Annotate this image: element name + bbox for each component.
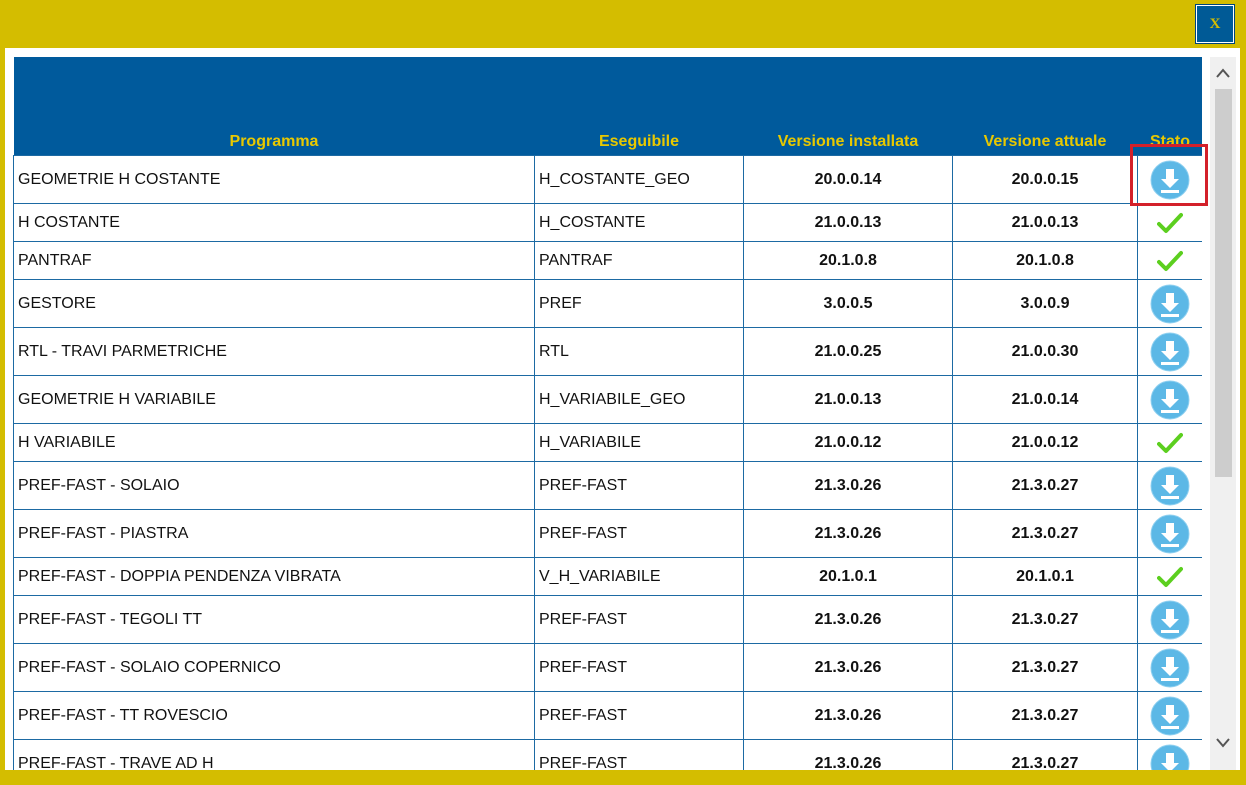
eseguibile-cell: RTL — [535, 328, 744, 376]
header-versione-attuale[interactable]: Versione attuale — [953, 57, 1138, 156]
header-versione-installata[interactable]: Versione installata — [744, 57, 953, 156]
eseguibile-cell: H_COSTANTE — [535, 204, 744, 242]
programma-cell: GESTORE — [14, 280, 535, 328]
table-row[interactable] — [14, 204, 1203, 242]
programma-cell: H COSTANTE — [14, 204, 535, 242]
table-body — [14, 156, 1203, 771]
eseguibile-cell: V_H_VARIABILE — [535, 558, 744, 596]
versione-installata-cell: 20.0.0.14 — [744, 156, 953, 204]
stato-cell — [1138, 510, 1203, 558]
versione-attuale-cell: 21.0.0.30 — [953, 328, 1138, 376]
table-row[interactable] — [14, 462, 1203, 510]
table-row[interactable] — [14, 510, 1203, 558]
vertical-scrollbar[interactable] — [1210, 57, 1236, 770]
scroll-thumb[interactable] — [1215, 89, 1232, 477]
programma-cell: PREF-FAST - PIASTRA — [14, 510, 535, 558]
table-row[interactable] — [14, 424, 1203, 462]
versione-installata-cell: 21.0.0.25 — [744, 328, 953, 376]
versione-attuale-cell: 21.3.0.27 — [953, 596, 1138, 644]
versione-installata-cell: 3.0.0.5 — [744, 280, 953, 328]
stato-cell — [1138, 156, 1203, 204]
versione-installata-cell: 21.0.0.12 — [744, 424, 953, 462]
programma-cell: PREF-FAST - TRAVE AD H — [14, 740, 535, 771]
versione-attuale-cell: 3.0.0.9 — [953, 280, 1138, 328]
table-header-row — [14, 57, 1203, 156]
versione-attuale-cell: 20.1.0.8 — [953, 242, 1138, 280]
versione-installata-cell: 20.1.0.1 — [744, 558, 953, 596]
programma-cell: PREF-FAST - SOLAIO — [14, 462, 535, 510]
eseguibile-cell: PREF-FAST — [535, 510, 744, 558]
table-row[interactable] — [14, 596, 1203, 644]
window-title-bar — [0, 0, 1246, 48]
programma-cell: PREF-FAST - TEGOLI TT — [14, 596, 535, 644]
download-icon[interactable] — [1150, 380, 1190, 420]
versione-attuale-cell: 21.0.0.13 — [953, 204, 1138, 242]
stato-cell — [1138, 242, 1203, 280]
stato-cell — [1138, 204, 1203, 242]
versione-installata-cell: 21.0.0.13 — [744, 204, 953, 242]
eseguibile-cell: PREF-FAST — [535, 692, 744, 740]
download-icon[interactable] — [1150, 284, 1190, 324]
programma-cell: RTL - TRAVI PARMETRICHE — [14, 328, 535, 376]
table-container — [13, 57, 1202, 770]
header-programma[interactable]: Programma — [14, 57, 535, 156]
check-icon — [1157, 250, 1183, 272]
stato-cell — [1138, 596, 1203, 644]
programma-cell: PANTRAF — [14, 242, 535, 280]
stato-cell — [1138, 328, 1203, 376]
check-icon — [1157, 212, 1183, 234]
programma-cell: GEOMETRIE H COSTANTE — [14, 156, 535, 204]
programma-cell: PREF-FAST - SOLAIO COPERNICO — [14, 644, 535, 692]
eseguibile-cell: PREF — [535, 280, 744, 328]
versione-attuale-cell: 20.0.0.15 — [953, 156, 1138, 204]
versione-attuale-cell: 21.0.0.14 — [953, 376, 1138, 424]
programma-cell: PREF-FAST - TT ROVESCIO — [14, 692, 535, 740]
versione-installata-cell: 21.3.0.26 — [744, 692, 953, 740]
eseguibile-cell: PREF-FAST — [535, 462, 744, 510]
download-icon[interactable] — [1150, 466, 1190, 506]
versione-installata-cell: 21.3.0.26 — [744, 596, 953, 644]
programma-cell: PREF-FAST - DOPPIA PENDENZA VIBRATA — [14, 558, 535, 596]
scroll-up-arrow-icon[interactable] — [1210, 57, 1236, 89]
table-row[interactable] — [14, 558, 1203, 596]
header-stato[interactable]: Stato — [1138, 57, 1203, 156]
versione-attuale-cell: 21.0.0.12 — [953, 424, 1138, 462]
versione-installata-cell: 21.3.0.26 — [744, 740, 953, 771]
table-row[interactable] — [14, 644, 1203, 692]
check-icon — [1157, 432, 1183, 454]
table-row[interactable] — [14, 280, 1203, 328]
scroll-down-arrow-icon[interactable] — [1210, 727, 1236, 759]
programma-cell: H VARIABILE — [14, 424, 535, 462]
download-icon[interactable] — [1150, 600, 1190, 640]
table-row[interactable] — [14, 156, 1203, 204]
eseguibile-cell: PREF-FAST — [535, 740, 744, 771]
stato-cell — [1138, 692, 1203, 740]
versione-installata-cell: 21.0.0.13 — [744, 376, 953, 424]
stato-cell — [1138, 376, 1203, 424]
versione-attuale-cell: 21.3.0.27 — [953, 740, 1138, 771]
versione-installata-cell: 21.3.0.26 — [744, 644, 953, 692]
stato-cell — [1138, 740, 1203, 771]
table-row[interactable] — [14, 740, 1203, 771]
download-icon[interactable] — [1150, 744, 1190, 771]
download-icon[interactable] — [1150, 648, 1190, 688]
stato-cell — [1138, 424, 1203, 462]
table-row[interactable] — [14, 692, 1203, 740]
versione-attuale-cell: 21.3.0.27 — [953, 644, 1138, 692]
download-icon[interactable] — [1150, 160, 1190, 200]
stato-cell — [1138, 462, 1203, 510]
close-button[interactable]: X — [1196, 5, 1234, 43]
eseguibile-cell: H_VARIABILE — [535, 424, 744, 462]
check-icon — [1157, 566, 1183, 588]
versione-attuale-cell: 21.3.0.27 — [953, 692, 1138, 740]
stato-cell — [1138, 558, 1203, 596]
table-row[interactable] — [14, 242, 1203, 280]
download-icon[interactable] — [1150, 332, 1190, 372]
eseguibile-cell: H_VARIABILE_GEO — [535, 376, 744, 424]
download-icon[interactable] — [1150, 514, 1190, 554]
updates-table — [13, 57, 1202, 770]
updates-panel — [5, 48, 1240, 770]
stato-cell — [1138, 280, 1203, 328]
eseguibile-cell: H_COSTANTE_GEO — [535, 156, 744, 204]
stato-cell — [1138, 644, 1203, 692]
eseguibile-cell: PREF-FAST — [535, 644, 744, 692]
table-row[interactable] — [14, 328, 1203, 376]
versione-attuale-cell: 21.3.0.27 — [953, 462, 1138, 510]
programma-cell: GEOMETRIE H VARIABILE — [14, 376, 535, 424]
versione-installata-cell: 20.1.0.8 — [744, 242, 953, 280]
eseguibile-cell: PREF-FAST — [535, 596, 744, 644]
versione-installata-cell: 21.3.0.26 — [744, 462, 953, 510]
versione-attuale-cell: 20.1.0.1 — [953, 558, 1138, 596]
header-eseguibile[interactable]: Eseguibile — [535, 57, 744, 156]
versione-attuale-cell: 21.3.0.27 — [953, 510, 1138, 558]
download-icon[interactable] — [1150, 696, 1190, 736]
versione-installata-cell: 21.3.0.26 — [744, 510, 953, 558]
table-row[interactable] — [14, 376, 1203, 424]
eseguibile-cell: PANTRAF — [535, 242, 744, 280]
